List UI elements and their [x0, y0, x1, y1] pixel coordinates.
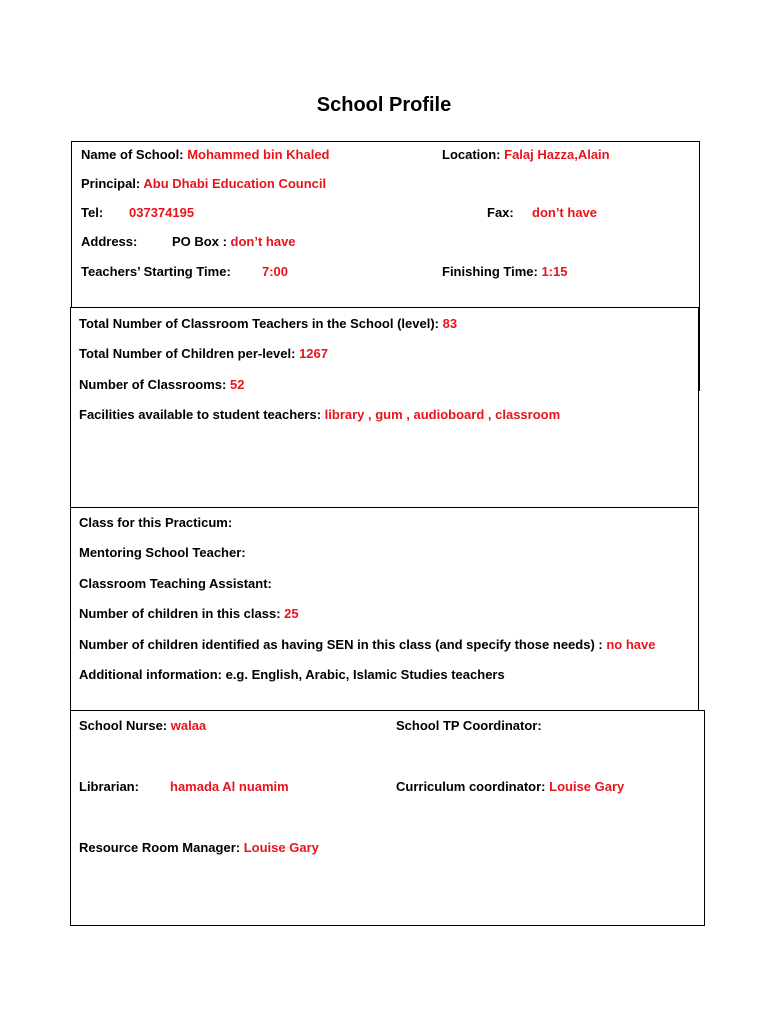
librarian-label: Librarian: — [79, 779, 139, 794]
facilities-row — [79, 407, 560, 423]
children-value: 1267 — [299, 346, 328, 361]
facilities-label: Facilities available to student teachers: — [79, 407, 322, 422]
tp-coordinator-label: School TP Coordinator: — [396, 718, 542, 733]
nurse-row — [79, 718, 206, 734]
finish-time-value: 1:15 — [541, 264, 568, 279]
tel-label: Tel: — [81, 205, 104, 220]
staff-box — [70, 710, 705, 926]
curriculum-row — [396, 779, 624, 795]
resource-value: Louise Gary — [243, 840, 319, 855]
resource-label: Resource Room Manager: — [79, 840, 241, 855]
teachers-label: Total Number of Classroom Teachers in the School (level): — [79, 316, 439, 331]
curriculum-label: Curriculum coordinator: — [396, 779, 546, 794]
teachers-row — [79, 316, 457, 332]
finish-time-row — [442, 264, 567, 280]
principal-value: Abu Dhabi Education Council — [143, 176, 327, 191]
principal-row — [81, 176, 326, 192]
start-time-value: 7:00 — [262, 264, 289, 279]
classrooms-value: 52 — [230, 377, 245, 392]
assistant-label: Classroom Teaching Assistant: — [79, 576, 272, 591]
classrooms-row — [79, 377, 244, 393]
po-box-value: don’t have — [230, 234, 296, 249]
librarian-value: hamada Al nuamim — [170, 779, 289, 794]
sen-row — [79, 637, 655, 653]
teachers-value: 83 — [442, 316, 458, 331]
children-label: Total Number of Children per-level: — [79, 346, 296, 361]
resource-row — [79, 840, 319, 856]
fax-label: Fax: — [487, 205, 514, 220]
classrooms-label: Number of Classrooms: — [79, 377, 227, 392]
location-label: Location: — [442, 147, 501, 162]
po-box-row — [172, 234, 296, 250]
curriculum-value: Louise Gary — [549, 779, 625, 794]
sen-value: no have — [606, 637, 656, 652]
address-label: Address: — [81, 234, 138, 249]
principal-label: Principal: — [81, 176, 141, 191]
class-children-row — [79, 606, 299, 622]
additional-info-label: Additional information: e.g. English, Arabic, Islamic Studies teachers — [79, 667, 505, 682]
page-title: School Profile — [316, 94, 452, 116]
mentor-label: Mentoring School Teacher: — [79, 545, 246, 560]
class-label: Class for this Practicum: — [79, 515, 233, 530]
tel-value: 037374195 — [129, 205, 195, 220]
po-box-label: PO Box : — [172, 234, 227, 249]
finish-time-label: Finishing Time: — [442, 264, 538, 279]
class-children-value: 25 — [284, 606, 299, 621]
facilities-value: library , gum , audioboard , classroom — [324, 407, 561, 422]
fax-value: don’t have — [532, 205, 598, 220]
location-value: Falaj Hazza,Alain — [504, 147, 610, 162]
nurse-value: walaa — [170, 718, 207, 733]
sen-label: Number of children identified as having SEN in this class (and specify those needs) : — [79, 637, 603, 652]
class-children-label: Number of children in this class: — [79, 606, 281, 621]
nurse-label: School Nurse: — [79, 718, 168, 733]
school-name-value: Mohammed bin Khaled — [187, 147, 330, 162]
start-time-label: Teachers’ Starting Time: — [81, 264, 231, 279]
school-name-label: Name of School: — [81, 147, 184, 162]
location-row — [442, 147, 610, 163]
school-name-row — [81, 147, 330, 163]
children-row — [79, 346, 328, 362]
